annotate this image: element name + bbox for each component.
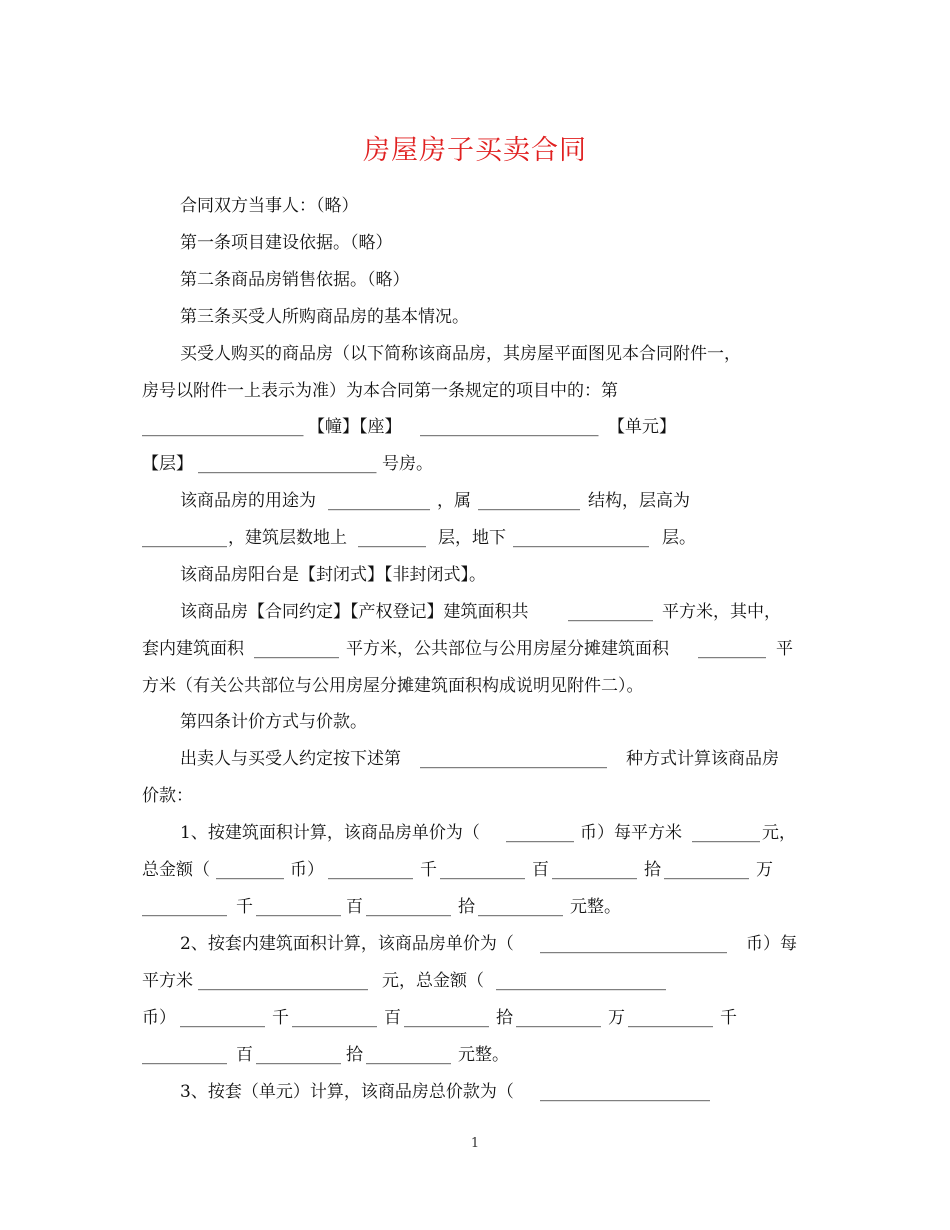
body-text: 第四条计价方式与价款。	[180, 712, 367, 732]
fill-in-blank: __________	[366, 1045, 451, 1065]
fill-in-blank: ____________________	[540, 1082, 710, 1102]
body-text: 【幢】【座】	[308, 417, 402, 437]
fill-in-blank: __________	[256, 1045, 341, 1065]
body-text: 币）每	[746, 934, 797, 954]
body-text: 万	[756, 860, 773, 880]
body-line	[0, 818, 950, 848]
fill-in-blank: __________	[180, 1008, 265, 1028]
body-text: 该商品房阳台是【封闭式】【非封闭式】。	[180, 565, 486, 585]
body-text: 【层】	[142, 454, 193, 474]
body-line	[0, 597, 950, 627]
fill-in-blank: ____________________	[496, 971, 666, 991]
body-text: 拾	[644, 860, 661, 880]
body-text: 1、按建筑面积计算，该商品房单价为（	[180, 823, 480, 843]
body-text: 千	[720, 1008, 737, 1028]
body-line	[0, 449, 950, 479]
fill-in-blank: ___________________	[142, 417, 304, 437]
fill-in-blank: ____________	[328, 491, 430, 511]
body-line	[0, 560, 950, 590]
body-text: 元整。	[458, 1045, 509, 1065]
body-text: 拾	[458, 897, 475, 917]
body-text: 币）	[290, 860, 324, 880]
fill-in-blank: ________	[216, 860, 284, 880]
body-text: 百	[384, 1008, 401, 1028]
fill-in-blank: __________	[254, 639, 339, 659]
fill-in-blank: __________	[366, 897, 451, 917]
body-text: 该商品房的用途为	[180, 491, 316, 511]
fill-in-blank: __________	[664, 860, 749, 880]
body-text: 套内建筑面积	[142, 639, 244, 659]
body-text: 元整。	[570, 897, 621, 917]
body-text: 百	[346, 897, 363, 917]
body-line	[0, 265, 950, 295]
body-text: ，属	[437, 491, 471, 511]
body-text: ，建筑层数地上	[228, 528, 347, 548]
body-text: 3、按套（单元）计算，该商品房总价款为（	[180, 1082, 514, 1102]
fill-in-blank: __________	[568, 602, 653, 622]
body-line	[0, 191, 950, 221]
fill-in-blank: ________	[698, 639, 766, 659]
body-text: 第二条商品房销售依据。（略）	[180, 270, 410, 290]
fill-in-blank: __________	[516, 1008, 601, 1028]
body-text: 百	[532, 860, 549, 880]
body-text: 该商品房【合同约定】【产权登记】建筑面积共	[180, 602, 529, 622]
body-text: 方米（有关公共部位与公用房屋分摊建筑面积构成说明见附件二）。	[142, 676, 644, 696]
body-text: 万	[608, 1008, 625, 1028]
fill-in-blank: ____________________	[198, 971, 368, 991]
body-line	[0, 744, 950, 774]
body-text: 平方米，其中，	[662, 602, 781, 622]
fill-in-blank: ________	[506, 823, 574, 843]
fill-in-blank: ______________________	[420, 749, 607, 769]
fill-in-blank: __________	[440, 860, 525, 880]
body-text: 元，	[762, 823, 796, 843]
fill-in-blank: __________	[328, 860, 413, 880]
fill-in-blank: __________	[142, 1045, 227, 1065]
body-line	[0, 412, 950, 442]
body-text: 买受人购买的商品房（以下简称该商品房，其房屋平面图见本合同附件一，	[180, 344, 741, 364]
body-text: 第三条买受人所购商品房的基本情况。	[180, 307, 469, 327]
body-line	[0, 634, 950, 664]
body-line	[0, 1077, 950, 1107]
body-line	[0, 376, 950, 406]
body-line	[0, 339, 950, 369]
body-text: 元，总金额（	[382, 971, 484, 991]
body-text: 号房。	[382, 454, 433, 474]
fill-in-blank: ______________________	[540, 934, 727, 954]
fill-in-blank: __________	[404, 1008, 489, 1028]
body-text: 百	[236, 1045, 253, 1065]
fill-in-blank: ________________	[513, 528, 649, 548]
body-text: 种方式计算该商品房	[626, 749, 779, 769]
fill-in-blank: __________	[256, 897, 341, 917]
body-line	[0, 707, 950, 737]
fill-in-blank: _____________________	[420, 417, 599, 437]
fill-in-blank: _____________________	[198, 454, 377, 474]
body-text: 千	[272, 1008, 289, 1028]
body-text: 币）每平方米	[580, 823, 682, 843]
body-text: 平	[776, 639, 793, 659]
body-text: 总金额（	[142, 860, 210, 880]
body-text: 平方米	[142, 971, 193, 991]
body-line	[0, 966, 950, 996]
fill-in-blank: ________	[358, 528, 426, 548]
body-line	[0, 228, 950, 258]
body-line	[0, 486, 950, 516]
body-text: 结构，层高为	[588, 491, 690, 511]
body-line	[0, 855, 950, 885]
body-text: 平方米，公共部位与公用房屋分摊建筑面积	[346, 639, 669, 659]
fill-in-blank: __________	[142, 528, 227, 548]
body-text: 【单元】	[608, 417, 676, 437]
body-text: 第一条项目建设依据。（略）	[180, 233, 393, 253]
body-line	[0, 523, 950, 553]
body-line	[0, 929, 950, 959]
body-line	[0, 671, 950, 701]
fill-in-blank: __________	[628, 1008, 713, 1028]
body-text: 房号以附件一上表示为准）为本合同第一条规定的项目中的：第	[142, 381, 618, 401]
body-text: 拾	[496, 1008, 513, 1028]
fill-in-blank: ____________	[478, 491, 580, 511]
body-text: 千	[236, 897, 253, 917]
body-text: 千	[420, 860, 437, 880]
body-text: 层。	[662, 528, 696, 548]
body-line	[0, 1040, 950, 1070]
body-text: 币）	[142, 1008, 176, 1028]
fill-in-blank: __________	[552, 860, 637, 880]
fill-in-blank: ________	[692, 823, 760, 843]
body-line	[0, 302, 950, 332]
fill-in-blank: __________	[142, 897, 227, 917]
body-line	[0, 781, 950, 811]
body-text: 出卖人与买受人约定按下述第	[180, 749, 401, 769]
body-text: 拾	[346, 1045, 363, 1065]
body-line	[0, 892, 950, 922]
body-text: 2、按套内建筑面积计算，该商品房单价为（	[180, 934, 514, 954]
body-line	[0, 1003, 950, 1033]
document-title: 房屋房子买卖合同	[363, 135, 587, 166]
fill-in-blank: __________	[292, 1008, 377, 1028]
body-text: 层，地下	[438, 528, 506, 548]
fill-in-blank: __________	[478, 897, 563, 917]
body-text: 价款：	[142, 786, 193, 806]
page-number: 1	[470, 1136, 480, 1151]
body-text: 合同双方当事人：（略）	[180, 196, 359, 216]
